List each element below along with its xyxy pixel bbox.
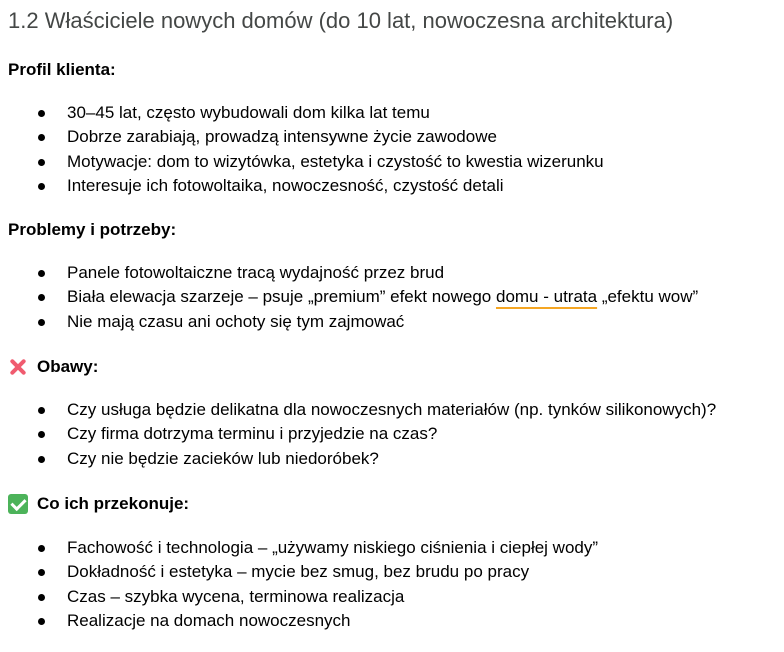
list-item: Dobrze zarabiają, prowadzą intensywne życie zawodowe [0,125,604,149]
bullet-dot [38,134,45,141]
bullet-list-co-ich-przekonuje [0,536,598,633]
list-item: Biała elewacja szarzeje – psuje „premium” efekt nowego domu - utrata „efektu wow” [0,285,698,309]
list-item: Czy usługa będzie delikatna dla nowoczesnych materiałów (np. tynków silikonowych)? [0,398,716,422]
bullet-list-profil-klienta [0,101,604,198]
section-heading-text: Profil klienta: [8,60,116,79]
section-heading-problemy-i-potrzeby [8,219,176,241]
section-heading-text: Obawy: [37,357,99,376]
bullet-list-problemy-i-potrzeby [0,261,698,334]
bullet-dot [38,407,45,414]
bullet-dot [38,183,45,190]
list-item: Czas – szybka wycena, terminowa realizacja [0,585,598,609]
document-title: 1.2 Właściciele nowych domów (do 10 lat, nowoczesna architektura) [8,8,674,33]
bullet-dot [38,159,45,166]
bullet-dot [38,294,45,301]
bullet-dot [38,110,45,117]
section-heading-profil-klienta [8,59,116,81]
list-item: Czy firma dotrzyma terminu i przyjedzie na czas? [0,422,716,446]
bullet-dot [38,319,45,326]
bullet-dot [38,431,45,438]
cross-mark-icon [8,357,28,377]
bullet-dot [38,618,45,625]
spellcheck-underlined-text[interactable]: domu - utrata [495,287,598,307]
list-item: Interesuje ich fotowoltaika, nowoczesność, czystość detali [0,174,604,198]
section-heading-co-ich-przekonuje [8,493,189,515]
list-item: Realizacje na domach nowoczesnych [0,609,598,633]
section-heading-text: Co ich przekonuje: [37,494,190,513]
list-item: Panele fotowoltaiczne tracą wydajność przez brud [0,261,698,285]
list-item: Nie mają czasu ani ochoty się tym zajmować [0,310,698,334]
section-heading-text: Problemy i potrzeby: [8,220,177,239]
list-item: Motywacje: dom to wizytówka, estetyka i czystość to kwestia wizerunku [0,150,604,174]
bullet-dot [38,270,45,277]
bullet-dot [38,545,45,552]
check-mark-button-icon [8,494,28,514]
list-item: 30–45 lat, często wybudowali dom kilka lat temu [0,101,604,125]
bullet-dot [38,456,45,463]
bullet-list-obawy [0,398,716,471]
list-item: Dokładność i estetyka – mycie bez smug, bez brudu po pracy [0,560,598,584]
list-item: Czy nie będzie zacieków lub niedoróbek? [0,447,716,471]
bullet-dot [38,569,45,576]
bullet-dot [38,594,45,601]
section-heading-obawy [8,356,98,378]
list-item: Fachowość i technologia – „używamy niskiego ciśnienia i ciepłej wody” [0,536,598,560]
